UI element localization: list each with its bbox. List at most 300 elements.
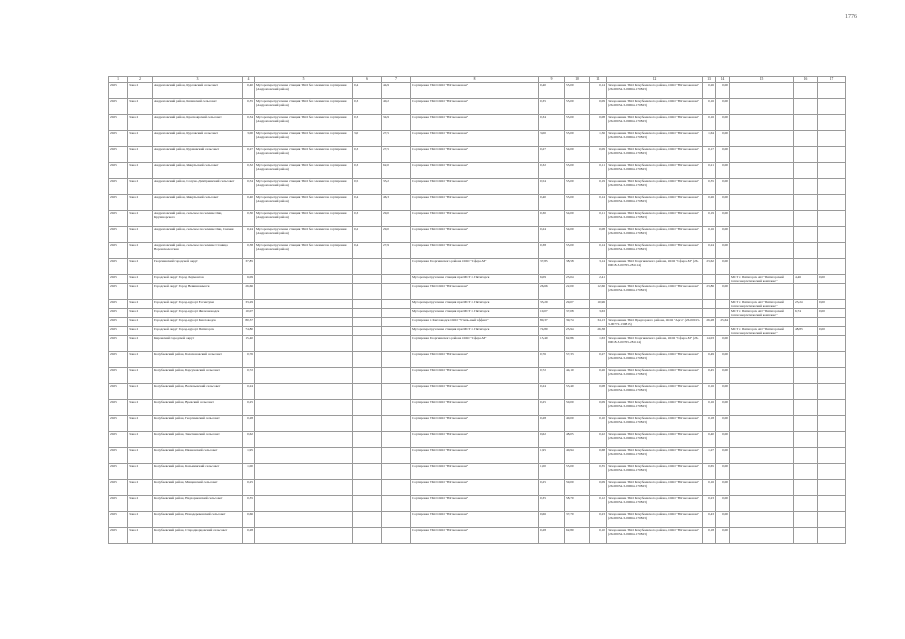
cell-col-11: 0,23 [590,512,607,528]
cell-col-8: Сортировка ТКО ООО "Югэкоэконом" [411,352,539,368]
cell-col-16 [794,259,818,275]
cell-col-5: Мусороперегрузочная станция ТКО без элементов сортировки (Андроповский район) [255,163,353,179]
cell-col-15 [730,416,794,432]
cell-col-13: 0,17 [703,147,716,163]
cell-col-11: 0,35 [590,464,607,480]
cell-col-15: МСТ г. Пятигорск АО "Пятигорский теплоэнергетический комплекс" [730,300,794,309]
cell-col-4: 6,09 [243,275,255,284]
cell-col-3: Кочубеевский район, Надзорненский сельсовет [153,496,243,512]
cell-col-6 [353,336,382,352]
cell-col-10: 55,00 [565,115,590,131]
cell-col-5 [255,496,353,512]
cell-col-5: Мусороперегрузочная станция ТКО без элементов сортировки (Андроповский район) [255,179,353,195]
cell-col-3: Городской округ Город Невинномысск [153,284,243,300]
cell-col-13: 0,16 [703,480,716,496]
cell-col-9: 0,76 [539,352,565,368]
cell-col-12 [607,327,703,336]
cell-col-2: Зона 2 [128,336,153,352]
table-row [109,195,846,211]
cell-col-1: 2025 [109,163,128,179]
cell-col-4: 1,95 [243,448,255,464]
cell-col-3: Андроповский район, Солуно-Дмитриевский сельсовет [153,179,243,195]
cell-col-7: 27,5 [382,131,411,147]
cell-col-10: 29,07 [565,300,590,309]
cell-col-7 [382,300,411,309]
table-row [109,300,846,309]
cell-col-11: 12,66 [590,284,607,300]
cell-col-12: Захоронение ТКО Кочубеевского района, ООО "Югэкоэконом" (26-00034-З-00664-170823) [607,400,703,416]
table-row [109,416,846,432]
cell-col-1: 2025 [109,275,128,284]
cell-col-9: 37,85 [539,259,565,275]
cell-col-12: Захоронение ТКО Кочубеевского района, ООО "Югэкоэконом" (26-00034-З-00664-170823) [607,384,703,400]
cell-col-3: Андроповский район, Курсавский сельсовет [153,131,243,147]
cell-col-15: МСТ г. Пятигорск АО "Пятигорский теплоэнергетический комплекс" [730,327,794,336]
cell-col-4: 0,28 [243,528,255,544]
cell-col-1: 2025 [109,284,128,300]
cell-col-7: 29,0 [382,227,411,243]
cell-col-8: Сортировка ТКО ООО "Югэкоэконом" [411,448,539,464]
cell-col-13: 1,27 [703,448,716,464]
cell-col-17 [818,227,846,243]
cell-col-8: Мусороперегрузочная станция при МСТ г. Пятигорск [411,275,539,284]
cell-col-1: 2025 [109,227,128,243]
cell-col-7 [382,259,411,275]
cell-col-4: 26,66 [243,284,255,300]
cell-col-11: 0,22 [590,432,607,448]
cell-col-10: 55,00 [565,179,590,195]
cell-col-15 [730,432,794,448]
cell-col-3: Кировский городской округ [153,336,243,352]
cell-col-1: 2025 [109,496,128,512]
cell-col-9: 0,40 [539,195,565,211]
cell-col-6 [353,352,382,368]
cell-col-12: Захоронение ТКО Кочубеевского района, ООО "Югэкоэконом" (26-00034-З-00664-170823) [607,131,703,147]
cell-col-7: 34,9 [382,115,411,131]
cell-col-3: Городской округ Город-курорт Железноводск [153,309,243,318]
cell-col-5: Мусороперегрузочная станция ТКО без элементов сортировки (Андроповский район) [255,195,353,211]
cell-col-1: 2025 [109,384,128,400]
cell-col-5 [255,528,353,544]
cell-col-2: Зона 2 [128,318,153,327]
cell-col-11: 0,10 [590,528,607,544]
table-row [109,284,846,300]
cell-col-5: Мусороперегрузочная станция ТКО без элементов сортировки (Андроповский район) [255,147,353,163]
cell-col-8: Сортировка ТКО ООО "Югэкоэконом" [411,163,539,179]
cell-col-2: Зона 2 [128,300,153,309]
cell-col-11: 0,09 [590,480,607,496]
cell-col-9: 3,00 [539,131,565,147]
cell-col-8: Мусороперегрузочная станция при МСТ г. Пятигорск [411,327,539,336]
cell-col-10: 38,58 [565,259,590,275]
cell-col-10: 48,05 [565,432,590,448]
cell-col-10: 39,74 [565,318,590,327]
cell-col-3: Кочубеевский район, Казьминский сельсовет [153,464,243,480]
cell-col-6 [353,480,382,496]
cell-col-12 [607,300,703,309]
cell-col-4: 0,35 [243,496,255,512]
cell-col-4: 0,54 [243,179,255,195]
cell-col-4: 0,72 [243,368,255,384]
table-row [109,368,846,384]
cell-col-4: 10,07 [243,309,255,318]
cell-col-16 [794,368,818,384]
cell-col-11: 0,10 [590,416,607,432]
cell-col-7 [382,480,411,496]
cell-col-8: Сортировка ТКО ООО "Югэкоэконом" [411,179,539,195]
cell-col-10: 55,00 [565,99,590,115]
cell-col-10: 62,80 [565,528,590,544]
cell-col-14: 0,00 [716,400,730,416]
cell-col-17 [818,131,846,147]
cell-col-8: Сортировка ТКО ООО "Югэкоэконом" [411,147,539,163]
cell-col-11: 1,63 [590,336,607,352]
cell-col-9: 0,27 [539,147,565,163]
cell-col-6 [353,275,382,284]
cell-col-2: Зона 2 [128,416,153,432]
cell-col-6 [353,327,382,336]
cell-col-13 [703,300,716,309]
cell-col-1: 2025 [109,448,128,464]
cell-col-9: 0,25 [539,400,565,416]
cell-col-5 [255,336,353,352]
table-row [109,275,846,284]
cell-col-15 [730,259,794,275]
cell-col-13: 0,21 [703,163,716,179]
cell-col-17 [818,83,846,99]
cell-col-5 [255,318,353,327]
cell-col-5 [255,512,353,528]
cell-col-12: Захоронение ТКО Кочубеевского района, ООО "Югэкоэконом" (26-00034-З-00664-170823) [607,528,703,544]
cell-col-6 [353,284,382,300]
cell-col-3: Кочубеевский район, Ивановский сельсовет [153,448,243,464]
cell-col-7 [382,309,411,318]
cell-col-6 [353,496,382,512]
cell-col-10: 58,70 [565,496,590,512]
table-row [109,83,846,99]
cell-col-1: 2025 [109,243,128,259]
cell-col-4: 0,66 [243,512,255,528]
cell-col-5 [255,416,353,432]
cell-col-1: 2025 [109,115,128,131]
cell-col-11: 0,14 [590,195,607,211]
cell-col-17 [818,147,846,163]
cell-col-9: 80,37 [539,318,565,327]
cell-col-10: 55,00 [565,131,590,147]
cell-col-17 [818,480,846,496]
cell-col-17: 0,00 [818,309,846,318]
cell-col-16 [794,83,818,99]
cell-col-16 [794,115,818,131]
cell-col-1: 2025 [109,99,128,115]
table-row [109,480,846,496]
cell-col-3: Георгиевский городской округ [153,259,243,275]
cell-col-15 [730,352,794,368]
cell-col-8: Сортировка ТКО ООО "Югэкоэконом" [411,243,539,259]
cell-col-5: Мусороперегрузочная станция ТКО без элементов сортировки (Андроповский район) [255,243,353,259]
column-number: 1 [109,77,128,83]
cell-col-17 [818,163,846,179]
table-row [109,179,846,195]
cell-col-9: 6,09 [539,275,565,284]
cell-col-16: 6,74 [794,309,818,318]
cell-col-9: 1,00 [539,464,565,480]
cell-col-13: 0,45 [703,368,716,384]
cell-col-13: 0,16 [703,115,716,131]
cell-col-8: Сортировка ТКО ООО "Югэкоэконом" [411,432,539,448]
cell-col-17 [818,528,846,544]
cell-col-3: Кочубеевский район, Балахоновский сельсовет [153,352,243,368]
cell-col-15 [730,464,794,480]
cell-col-14: 0,00 [716,195,730,211]
cell-col-2: Зона 2 [128,496,153,512]
cell-col-17 [818,336,846,352]
cell-col-11: 0,09 [590,99,607,115]
cell-col-5: Мусороперегрузочная станция ТКО без элементов сортировки (Андроповский район) [255,131,353,147]
cell-col-1: 2025 [109,368,128,384]
cell-col-2: Зона 2 [128,327,153,336]
cell-col-15 [730,99,794,115]
cell-col-3: Андроповский район, Красноярский сельсовет [153,115,243,131]
cell-col-2: Зона 2 [128,147,153,163]
cell-col-16 [794,195,818,211]
cell-col-2: Зона 2 [128,480,153,496]
cell-col-16 [794,512,818,528]
cell-col-17 [818,448,846,464]
cell-col-11: 3,14 [590,259,607,275]
cell-col-14: 0,00 [716,163,730,179]
cell-col-12: Захоронение ТКО Кочубеевского района, ООО "Югэкоэконом" (26-00034-З-00664-170823) [607,448,703,464]
cell-col-14: 0,00 [716,480,730,496]
cell-col-6: 0,3 [353,115,382,131]
cell-col-5 [255,275,353,284]
cell-col-8: Сортировка ТКО ООО "Югэкоэконом" [411,496,539,512]
cell-col-2: Зона 2 [128,528,153,544]
cell-col-14 [716,327,730,336]
cell-col-10: 55,00 [565,243,590,259]
column-number: 16 [794,77,818,83]
cell-col-17 [818,400,846,416]
cell-col-12: Захоронение ТКО Кочубеевского района, ООО "Югэкоэконом" (26-00034-З-00664-170823) [607,416,703,432]
column-number: 6 [353,77,382,83]
cell-col-5 [255,400,353,416]
cell-col-12: Захоронение ТКО Кочубеевского района, ООО "Югэкоэконом" (26-00034-З-00664-170823) [607,195,703,211]
cell-col-17 [818,368,846,384]
cell-col-14: 0,00 [716,496,730,512]
cell-col-5: Мусороперегрузочная станция ТКО без элементов сортировки (Андроповский район) [255,227,353,243]
cell-col-13 [703,327,716,336]
cell-col-8: Сортировка Георгиевского района ООО "Сфера-М" [411,336,539,352]
cell-col-1: 2025 [109,211,128,227]
cell-col-7 [382,432,411,448]
cell-col-10: 55,00 [565,163,590,179]
cell-col-16: 4,46 [794,275,818,284]
cell-col-6: 3,0 [353,131,382,147]
cell-col-10: 23,04 [565,275,590,284]
cell-col-4: 0,28 [243,416,255,432]
cell-col-8: Сортировка г. Кисловодск ООО "Утиль-ный эффект" [411,318,539,327]
table-row [109,336,846,352]
cell-col-4: 0,34 [243,115,255,131]
cell-col-3: Городской округ Город-курорт Кисловодск [153,318,243,327]
cell-col-9: 0,35 [539,99,565,115]
cell-col-4: 0,25 [243,480,255,496]
cell-col-10: 40,94 [565,448,590,464]
cell-col-7 [382,327,411,336]
cell-col-1: 2025 [109,83,128,99]
table-row [109,115,846,131]
cell-col-6 [353,512,382,528]
cell-col-8: Сортировка ТКО ООО "Югэкоэконом" [411,195,539,211]
cell-col-16 [794,147,818,163]
cell-col-7 [382,318,411,327]
cell-col-14: 0,00 [716,99,730,115]
data-table [108,76,846,544]
cell-col-5: Мусороперегрузочная станция ТКО без элементов сортировки (Андроповский район) [255,115,353,131]
cell-col-4: 37,85 [243,259,255,275]
cell-col-5 [255,327,353,336]
cell-col-14: 0,00 [716,384,730,400]
cell-col-17 [818,384,846,400]
cell-col-2: Зона 2 [128,368,153,384]
cell-col-15 [730,163,794,179]
cell-col-14: 0,00 [716,352,730,368]
cell-col-3: Кочубеевский район, Заветненский сельсовет [153,432,243,448]
cell-col-1: 2025 [109,400,128,416]
cell-col-12: Захоронение ТКО Кочубеевского района, ООО "Югэкоэконом" (26-00034-З-00664-170823) [607,83,703,99]
table-row [109,512,846,528]
cell-col-3: Кочубеевский район, Вревский сельсовет [153,400,243,416]
cell-col-9: 0,35 [539,496,565,512]
cell-col-14: 0,00 [716,432,730,448]
cell-col-12: Захоронение ТКО Кочубеевского района, ООО "Югэкоэконом" (26-00034-З-00664-170823) [607,512,703,528]
cell-col-8: Сортировка ТКО ООО "Югэкоэконом" [411,480,539,496]
cell-col-6: 0,5 [353,179,382,195]
cell-col-16 [794,179,818,195]
cell-col-7 [382,275,411,284]
cell-col-9: 0,28 [539,416,565,432]
cell-col-6 [353,432,382,448]
cell-col-11: 0,09 [590,147,607,163]
cell-col-15 [730,400,794,416]
cell-col-13: 0,18 [703,528,716,544]
cell-col-17 [818,464,846,480]
cell-col-9: 26,66 [539,284,565,300]
cell-col-17 [818,432,846,448]
cell-col-1: 2025 [109,147,128,163]
cell-col-1: 2025 [109,131,128,147]
cell-col-13: 1,64 [703,131,716,147]
column-number: 8 [411,77,539,83]
column-number: 14 [716,77,730,83]
cell-col-6 [353,384,382,400]
cell-col-13: 26,28 [703,318,716,327]
cell-col-17 [818,512,846,528]
cell-col-13: 23,62 [703,259,716,275]
cell-col-17 [818,115,846,131]
cell-col-1: 2025 [109,480,128,496]
cell-col-15 [730,448,794,464]
cell-col-15: МСТ г. Пятигорск АО "Пятигорский теплоэнергетический комплекс" [730,309,794,318]
cell-col-13: 0,43 [703,512,716,528]
cell-col-16 [794,284,818,300]
cell-col-11: 0,27 [590,352,607,368]
cell-col-12: Захоронение ТКО Кочубеевского района, ООО "Югэкоэконом" (26-00034-З-00664-170823) [607,99,703,115]
cell-col-1: 2025 [109,195,128,211]
cell-col-8: Сортировка ТКО ООО "Югэкоэконом" [411,416,539,432]
cell-col-15 [730,195,794,211]
cell-col-5 [255,368,353,384]
cell-col-17 [818,318,846,327]
cell-col-7: 40,2 [382,99,411,115]
cell-col-10: 62,86 [565,336,590,352]
cell-col-14: 0,00 [716,259,730,275]
cell-col-6 [353,259,382,275]
cell-col-9: 0,38 [539,243,565,259]
cell-col-17 [818,496,846,512]
cell-col-8: Мусороперегрузочная станция при МСТ г. Пятигорск [411,309,539,318]
cell-col-9: 0,32 [539,163,565,179]
cell-col-6 [353,300,382,309]
cell-col-12: Захоронение ТКО Георгиевского района, ООО "Сфера-М" (26-00018-З-00765-281114) [607,336,703,352]
cell-col-6: 0,4 [353,195,382,211]
cell-col-1: 2025 [109,179,128,195]
cell-col-12: Захоронение ТКО Кочубеевского района, ООО "Югэкоэконом" (26-00034-З-00664-170823) [607,496,703,512]
cell-col-13: 0,65 [703,464,716,480]
cell-col-3: Городской округ Город-курорт Пятигорск [153,327,243,336]
cell-col-2: Зона 2 [128,243,153,259]
column-number: 5 [255,77,353,83]
table-row [109,318,846,327]
cell-col-4: 0,40 [243,83,255,99]
cell-col-14: 0,00 [716,368,730,384]
cell-col-6 [353,464,382,480]
cell-col-1: 2025 [109,416,128,432]
cell-col-7: 27,5 [382,147,411,163]
cell-col-6 [353,528,382,544]
cell-col-15 [730,318,794,327]
cell-col-13 [703,275,716,284]
cell-col-14: 0,00 [716,528,730,544]
cell-col-9: 33,29 [539,300,565,309]
cell-col-10: 55,00 [565,195,590,211]
cell-col-3: Кочубеевский район, Новодеревенский сельсовет [153,512,243,528]
cell-col-14: 0,00 [716,131,730,147]
cell-col-17 [818,195,846,211]
cell-col-15 [730,284,794,300]
cell-col-1: 2025 [109,432,128,448]
table-row [109,432,846,448]
cell-col-2: Зона 2 [128,432,153,448]
cell-col-4: 3,00 [243,131,255,147]
cell-col-7: 46,3 [382,195,411,211]
cell-col-13: 23,86 [703,284,716,300]
cell-col-16: 23,24 [794,300,818,309]
cell-col-14: 0,00 [716,115,730,131]
cell-col-11: 1,36 [590,131,607,147]
cell-col-15 [730,528,794,544]
cell-col-8: Сортировка ТКО ООО "Югэкоэконом" [411,227,539,243]
cell-col-9: 0,25 [539,480,565,496]
cell-col-11: 0,09 [590,400,607,416]
cell-col-2: Зона 2 [128,211,153,227]
table-row [109,259,846,275]
cell-col-1: 2025 [109,300,128,309]
cell-col-5 [255,259,353,275]
cell-col-7: 62,0 [382,163,411,179]
cell-col-4: 0,40 [243,195,255,211]
cell-col-3: Кочубеевский район, Георгиевский сельсовет [153,416,243,432]
